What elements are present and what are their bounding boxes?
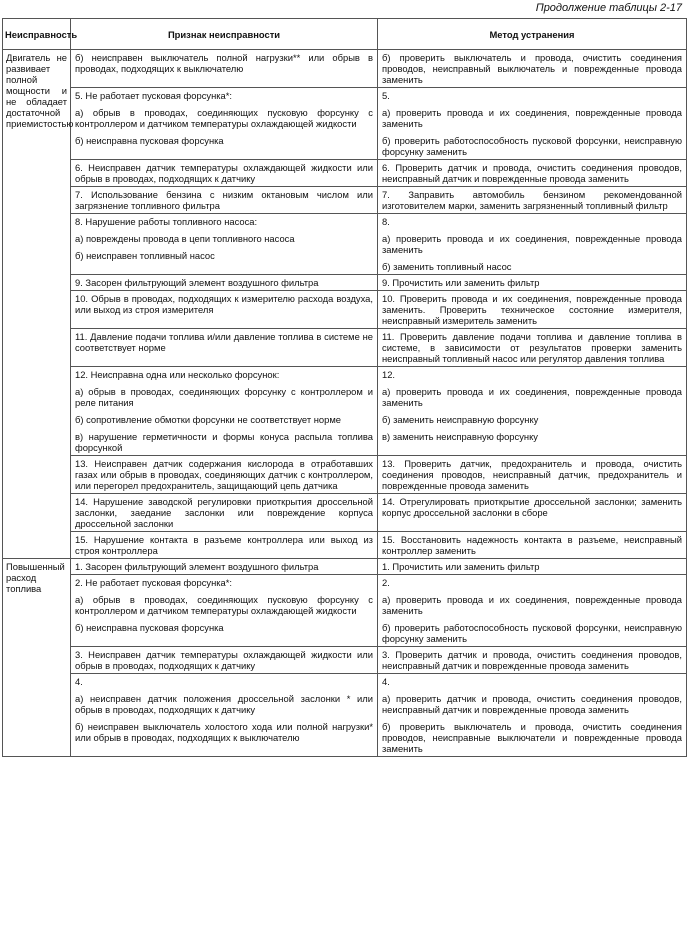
table-row xyxy=(3,214,687,275)
fix-cell xyxy=(378,647,687,674)
fix-text: 8. xyxy=(382,216,390,227)
sign-text: б) неисправна пусковая форсунка xyxy=(75,622,224,633)
sign-text: б) неисправна пусковая форсунка xyxy=(75,135,224,146)
fix-cell xyxy=(378,160,687,187)
table-row xyxy=(3,532,687,559)
table-row xyxy=(3,647,687,674)
fault-table xyxy=(2,18,687,757)
table-header-row xyxy=(3,19,687,50)
fix-text: 4. xyxy=(382,676,390,687)
fix-text: а) проверить провода и их соединения, поврежденные провода заменить xyxy=(382,233,682,255)
fix-cell xyxy=(378,674,687,757)
sign-text: 1. Засорен фильтрующий элемент воздушного фильтра xyxy=(75,561,319,572)
header-sign: Признак неисправности xyxy=(71,19,378,50)
sign-text: б) неисправен выключатель холостого хода или полной нагрузки* или обрыв в проводах, подходящих к выключателю xyxy=(75,721,373,743)
fix-cell xyxy=(378,88,687,160)
table-row xyxy=(3,456,687,494)
sign-text: б) неисправен выключатель полной нагрузки** или обрыв в проводах, подходящих к выключателю xyxy=(75,52,373,74)
fix-text: б) заменить неисправную форсунку xyxy=(382,414,539,425)
fix-text: б) проверить работоспособность пусковой форсунки, неисправную форсунку заменить xyxy=(382,622,682,644)
sign-cell xyxy=(71,532,378,559)
fix-cell xyxy=(378,214,687,275)
sign-text: 8. Нарушение работы топливного насоса: xyxy=(75,216,258,227)
sign-text: 14. Нарушение заводской регулировки приоткрытия дроссельной заслонки, заедание заслонки или повреждение корпуса дроссельной заслонки xyxy=(75,496,373,529)
fix-text: 12. xyxy=(382,369,396,380)
sign-text: б) сопротивление обмотки форсунки не соответствует норме xyxy=(75,414,341,425)
sign-cell xyxy=(71,575,378,647)
sign-text: 2. Не работает пусковая форсунка*: xyxy=(75,577,233,588)
fault-cell: Двигатель не развивает полной мощности и не обладает достаточной приемистостью xyxy=(3,50,71,559)
sign-cell xyxy=(71,50,378,88)
fix-text: б) заменить топливный насос xyxy=(382,261,512,272)
sign-text: а) обрыв в проводах, соединяющих пусковую форсунку с контроллером и датчиком температуры охлаждающей жидкости xyxy=(75,107,373,129)
table-row xyxy=(3,88,687,160)
fix-cell xyxy=(378,575,687,647)
sign-text: 11. Давление подачи топлива и/или давление топлива в системе не соответствует норме xyxy=(75,331,373,353)
table-row xyxy=(3,575,687,647)
fix-text: 6. Проверить датчик и провода, очистить соединения проводов, неисправный датчик и поврежденные провода заменить xyxy=(382,162,682,184)
table-row xyxy=(3,187,687,214)
fix-text: 11. Проверить давление подачи топлива и давление топлива в системе, в зависимости от результатов проверки заменить неисправный топливный насос или регулятор давления топлива xyxy=(382,331,682,364)
sign-cell xyxy=(71,456,378,494)
sign-text: 10. Обрыв в проводах, подходящих к измерителю расхода воздуха, или выход из строя измерителя xyxy=(75,293,373,315)
fix-cell xyxy=(378,532,687,559)
fix-text: а) проверить датчик и провода, очистить соединения проводов, неисправный датчик и поврежденные провода заменить xyxy=(382,693,682,715)
fix-text: а) проверить провода и их соединения, поврежденные провода заменить xyxy=(382,107,682,129)
fix-text: 10. Проверить провода и их соединения, поврежденные провода заменить. Проверить техническое состояние измерителя, неисправный измеритель заменить xyxy=(382,293,682,326)
fix-text: 5. xyxy=(382,90,390,101)
fix-cell xyxy=(378,367,687,456)
sign-cell xyxy=(71,214,378,275)
fix-cell xyxy=(378,187,687,214)
fix-cell xyxy=(378,275,687,291)
sign-cell xyxy=(71,674,378,757)
table-row xyxy=(3,160,687,187)
fix-text: 3. Проверить датчик и провода, очистить соединения проводов, неисправный датчик и поврежденные провода заменить xyxy=(382,649,682,671)
fix-cell xyxy=(378,291,687,329)
sign-text: 3. Неисправен датчик температуры охлаждающей жидкости или обрыв в проводах, подходящих к датчику xyxy=(75,649,373,671)
fix-cell xyxy=(378,329,687,367)
sign-text: б) неисправен топливный насос xyxy=(75,250,215,261)
table-row xyxy=(3,494,687,532)
fix-text: 13. Проверить датчик, предохранитель и провода, очистить соединения проводов, неисправный датчик, предохранитель и поврежденные провода заменить xyxy=(382,458,682,491)
sign-text: 4. xyxy=(75,676,83,687)
sign-text: а) неисправен датчик положения дроссельной заслонки * или обрыв в проводах, подходящих к датчику xyxy=(75,693,373,715)
sign-text: в) нарушение герметичности и формы конуса распыла топлива форсункой xyxy=(75,431,373,453)
table-row xyxy=(3,559,687,575)
sign-text: а) обрыв в проводах, соединяющих форсунку с контроллером и реле питания xyxy=(75,386,373,408)
fix-text: а) проверить провода и их соединения, поврежденные провода заменить xyxy=(382,594,682,616)
fix-text: б) проверить выключатель и провода, очистить соединения проводов, неисправный выключатель и поврежденные провода заменить xyxy=(382,52,682,85)
fix-cell xyxy=(378,50,687,88)
fix-text: в) заменить неисправную форсунку xyxy=(382,431,538,442)
sign-text: 9. Засорен фильтрующий элемент воздушного фильтра xyxy=(75,277,319,288)
table-continuation-caption: Продолжение таблицы 2-17 xyxy=(535,2,682,14)
table-row xyxy=(3,291,687,329)
sign-text: а) повреждены провода в цепи топливного насоса xyxy=(75,233,295,244)
sign-cell xyxy=(71,329,378,367)
fix-text: 7. Заправить автомобиль бензином рекомендованной изготовителем марки, заменить загрязненный топливный фильтр xyxy=(382,189,682,211)
fix-cell xyxy=(378,456,687,494)
sign-text: 15. Нарушение контакта в разъеме контроллера или выход из строя контроллера xyxy=(75,534,373,556)
sign-cell xyxy=(71,494,378,532)
fix-text: б) проверить работоспособность пусковой форсунки, неисправную форсунку заменить xyxy=(382,135,682,157)
table-body xyxy=(3,50,687,757)
sign-cell xyxy=(71,291,378,329)
sign-text: 6. Неисправен датчик температуры охлаждающей жидкости или обрыв в проводах, подходящих к датчику xyxy=(75,162,373,184)
table-row xyxy=(3,329,687,367)
fix-text: 2. xyxy=(382,577,390,588)
fix-cell xyxy=(378,559,687,575)
sign-text: 7. Использование бензина с низким октановым числом или загрязнение топливного фильтра xyxy=(75,189,373,211)
table-row xyxy=(3,50,687,88)
fix-text: 15. Восстановить надежность контакта в разъеме, неисправный контроллер заменить xyxy=(382,534,682,556)
header-fault: Неисправность xyxy=(3,19,71,50)
fix-text: 9. Прочистить или заменить фильтр xyxy=(382,277,540,288)
table-row xyxy=(3,674,687,757)
sign-cell xyxy=(71,187,378,214)
header-fix: Метод устранения xyxy=(378,19,687,50)
fix-text: 1. Прочистить или заменить фильтр xyxy=(382,561,540,572)
sign-cell xyxy=(71,160,378,187)
sign-cell xyxy=(71,647,378,674)
fix-cell xyxy=(378,494,687,532)
table-row xyxy=(3,367,687,456)
sign-cell xyxy=(71,367,378,456)
table-row xyxy=(3,275,687,291)
sign-cell xyxy=(71,559,378,575)
sign-text: а) обрыв в проводах, соединяющих пусковую форсунку с контроллером и датчиком температуры охлаждающей жидкости xyxy=(75,594,373,616)
sign-text: 13. Неисправен датчик содержания кислорода в отработавших газах или обрыв в проводах, соединяющих датчик с контроллером, или перегорел предохранитель, защищающий цепь датчика xyxy=(75,458,373,491)
fault-cell: Повышенный расход топлива xyxy=(3,559,71,757)
sign-text: 5. Не работает пусковая форсунка*: xyxy=(75,90,233,101)
sign-cell xyxy=(71,275,378,291)
sign-text: 12. Неисправна одна или несколько форсунок: xyxy=(75,369,280,380)
sign-cell xyxy=(71,88,378,160)
fix-text: а) проверить провода и их соединения, поврежденные провода заменить xyxy=(382,386,682,408)
fix-text: б) проверить выключатель и провода, очистить соединения проводов, неисправные выключатели и поврежденные провода заменить xyxy=(382,721,682,754)
fix-text: 14. Отрегулировать приоткрытие дроссельной заслонки; заменить корпус дроссельной заслонки в сборе xyxy=(382,496,682,518)
